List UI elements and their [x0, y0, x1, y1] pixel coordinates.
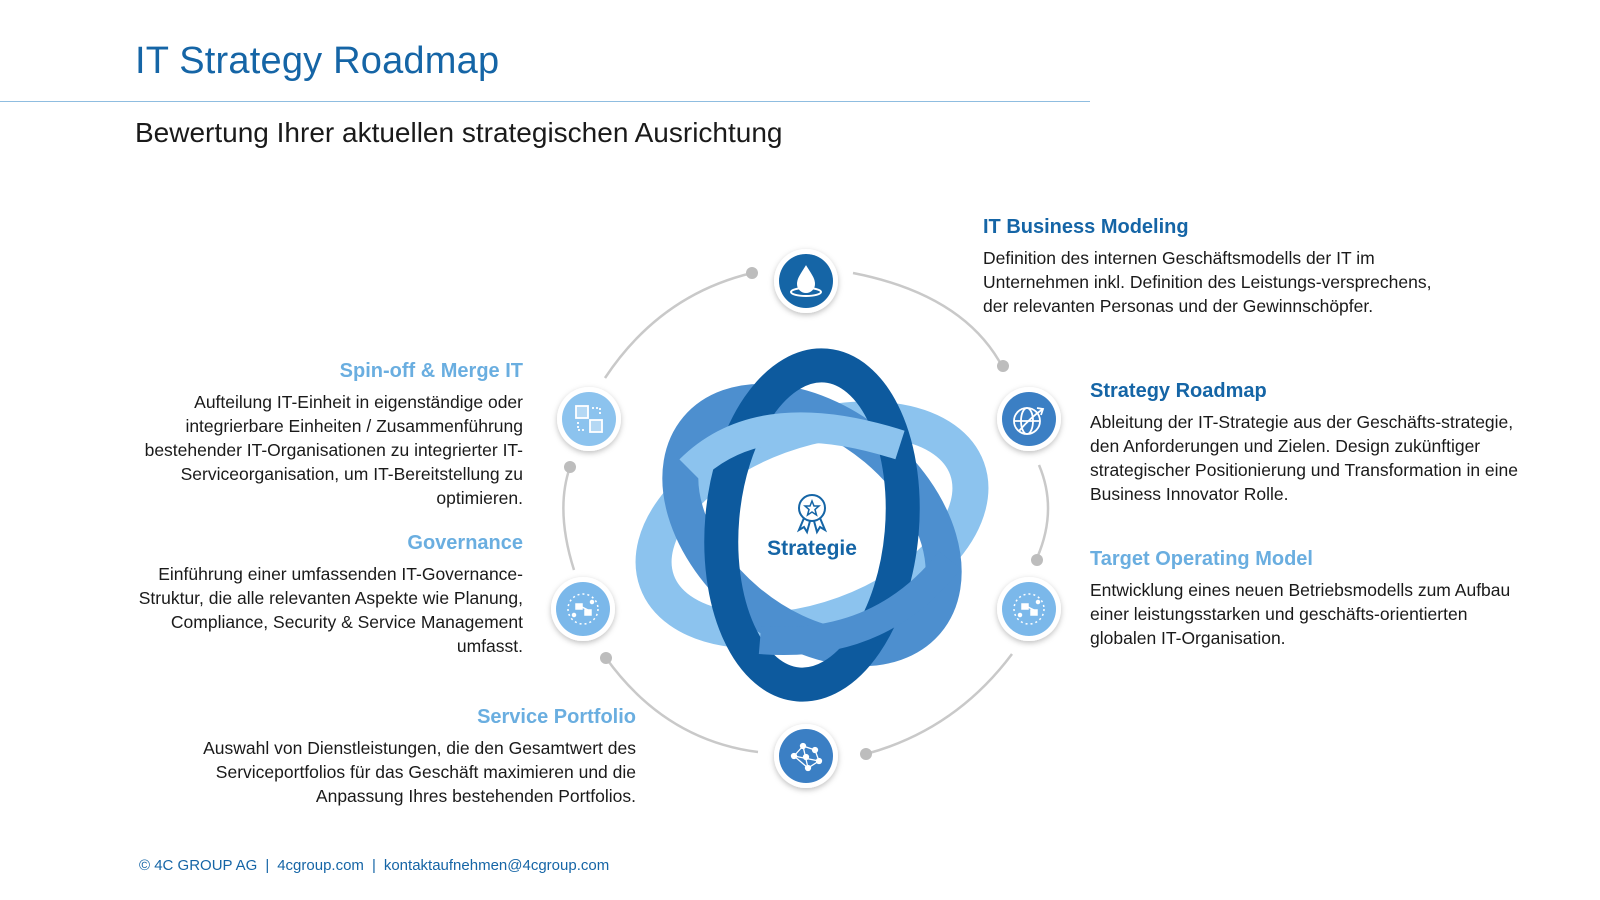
footer-copyright: © 4C GROUP AG — [139, 857, 258, 874]
footer-website-link[interactable]: 4cgroup.com — [277, 857, 364, 874]
segment-description: Entwicklung eines neuen Betriebsmodells zum Aufbau einer leistungsstarken und geschäfts-orientierten globalen IT-Organisation. — [1090, 580, 1511, 648]
band-light — [624, 379, 999, 670]
title-divider — [0, 101, 1090, 102]
segment-title: Spin-off & Merge IT — [339, 360, 523, 382]
segment-governance — [120, 530, 523, 658]
footer — [139, 857, 609, 874]
segment-spin-off-merge-it — [100, 358, 523, 510]
node-spin-off-merge-it[interactable] — [557, 387, 621, 451]
segment-title: Service Portfolio — [477, 706, 636, 728]
band-dark — [708, 358, 915, 692]
band-overlap-2 — [760, 560, 950, 641]
segment-it-business-modeling — [983, 214, 1443, 318]
segment-title: IT Business Modeling — [983, 216, 1189, 238]
award-star-icon — [799, 495, 825, 532]
ring-dots — [564, 267, 1043, 760]
center-label: Strategie — [767, 537, 857, 560]
footer-separator: | — [371, 857, 376, 874]
segment-description: Einführung einer umfassenden IT-Governance-Struktur, die alle relevanten Aspekte wie Planung, Compliance, Security & Service Management umfasst. — [138, 564, 523, 656]
segment-title: Target Operating Model — [1090, 548, 1313, 570]
footer-separator: | — [265, 857, 270, 874]
footer-email-link[interactable]: kontaktaufnehmen@4cgroup.com — [383, 857, 610, 874]
segment-service-portfolio — [150, 704, 636, 808]
page-subtitle: Bewertung Ihrer aktuellen strategischen Ausrichtung — [135, 117, 783, 148]
segment-title: Strategy Roadmap — [1090, 380, 1267, 402]
strategy-bands — [624, 352, 999, 698]
node-governance[interactable] — [551, 577, 615, 641]
segment-description: Aufteilung IT-Einheit in eigenständige oder integrierbare Einheiten / Zusammenführung bestehender IT-Organisationen zu integrierter IT-Serviceorganisation, um IT-Bereitstellung zu optimieren. — [144, 392, 523, 508]
outer-ring — [563, 273, 1048, 754]
node-it-business-modeling[interactable] — [774, 249, 838, 313]
page-title: IT Strategy Roadmap — [135, 40, 500, 82]
node-service-portfolio[interactable] — [774, 724, 838, 788]
node-target-operating-model[interactable] — [997, 577, 1061, 641]
segment-title: Governance — [407, 532, 523, 554]
segment-description: Ableitung der IT-Strategie aus der Geschäfts-strategie, den Anforderungen und Zielen. Design zukünftiger strategischer Positionierung und Transformation in eine Business Innovator Rolle. — [1090, 412, 1519, 504]
segment-description: Auswahl von Dienstleistungen, die den Gesamtwert des Serviceportfolios für das Geschäft maximieren und die Anpassung Ihres bestehenden Portfolios. — [203, 738, 636, 806]
node-strategy-roadmap[interactable] — [997, 387, 1061, 451]
band-overlap — [690, 427, 900, 470]
band-mid — [633, 352, 991, 698]
segment-description: Definition des internen Geschäftsmodells der IT im Unternehmen inkl. Definition des Leistungs-versprechens, der relevanten Personas und der Gewinnschöpfer. — [983, 248, 1432, 316]
segment-strategy-roadmap — [1090, 378, 1540, 506]
segment-target-operating-model — [1090, 546, 1520, 650]
